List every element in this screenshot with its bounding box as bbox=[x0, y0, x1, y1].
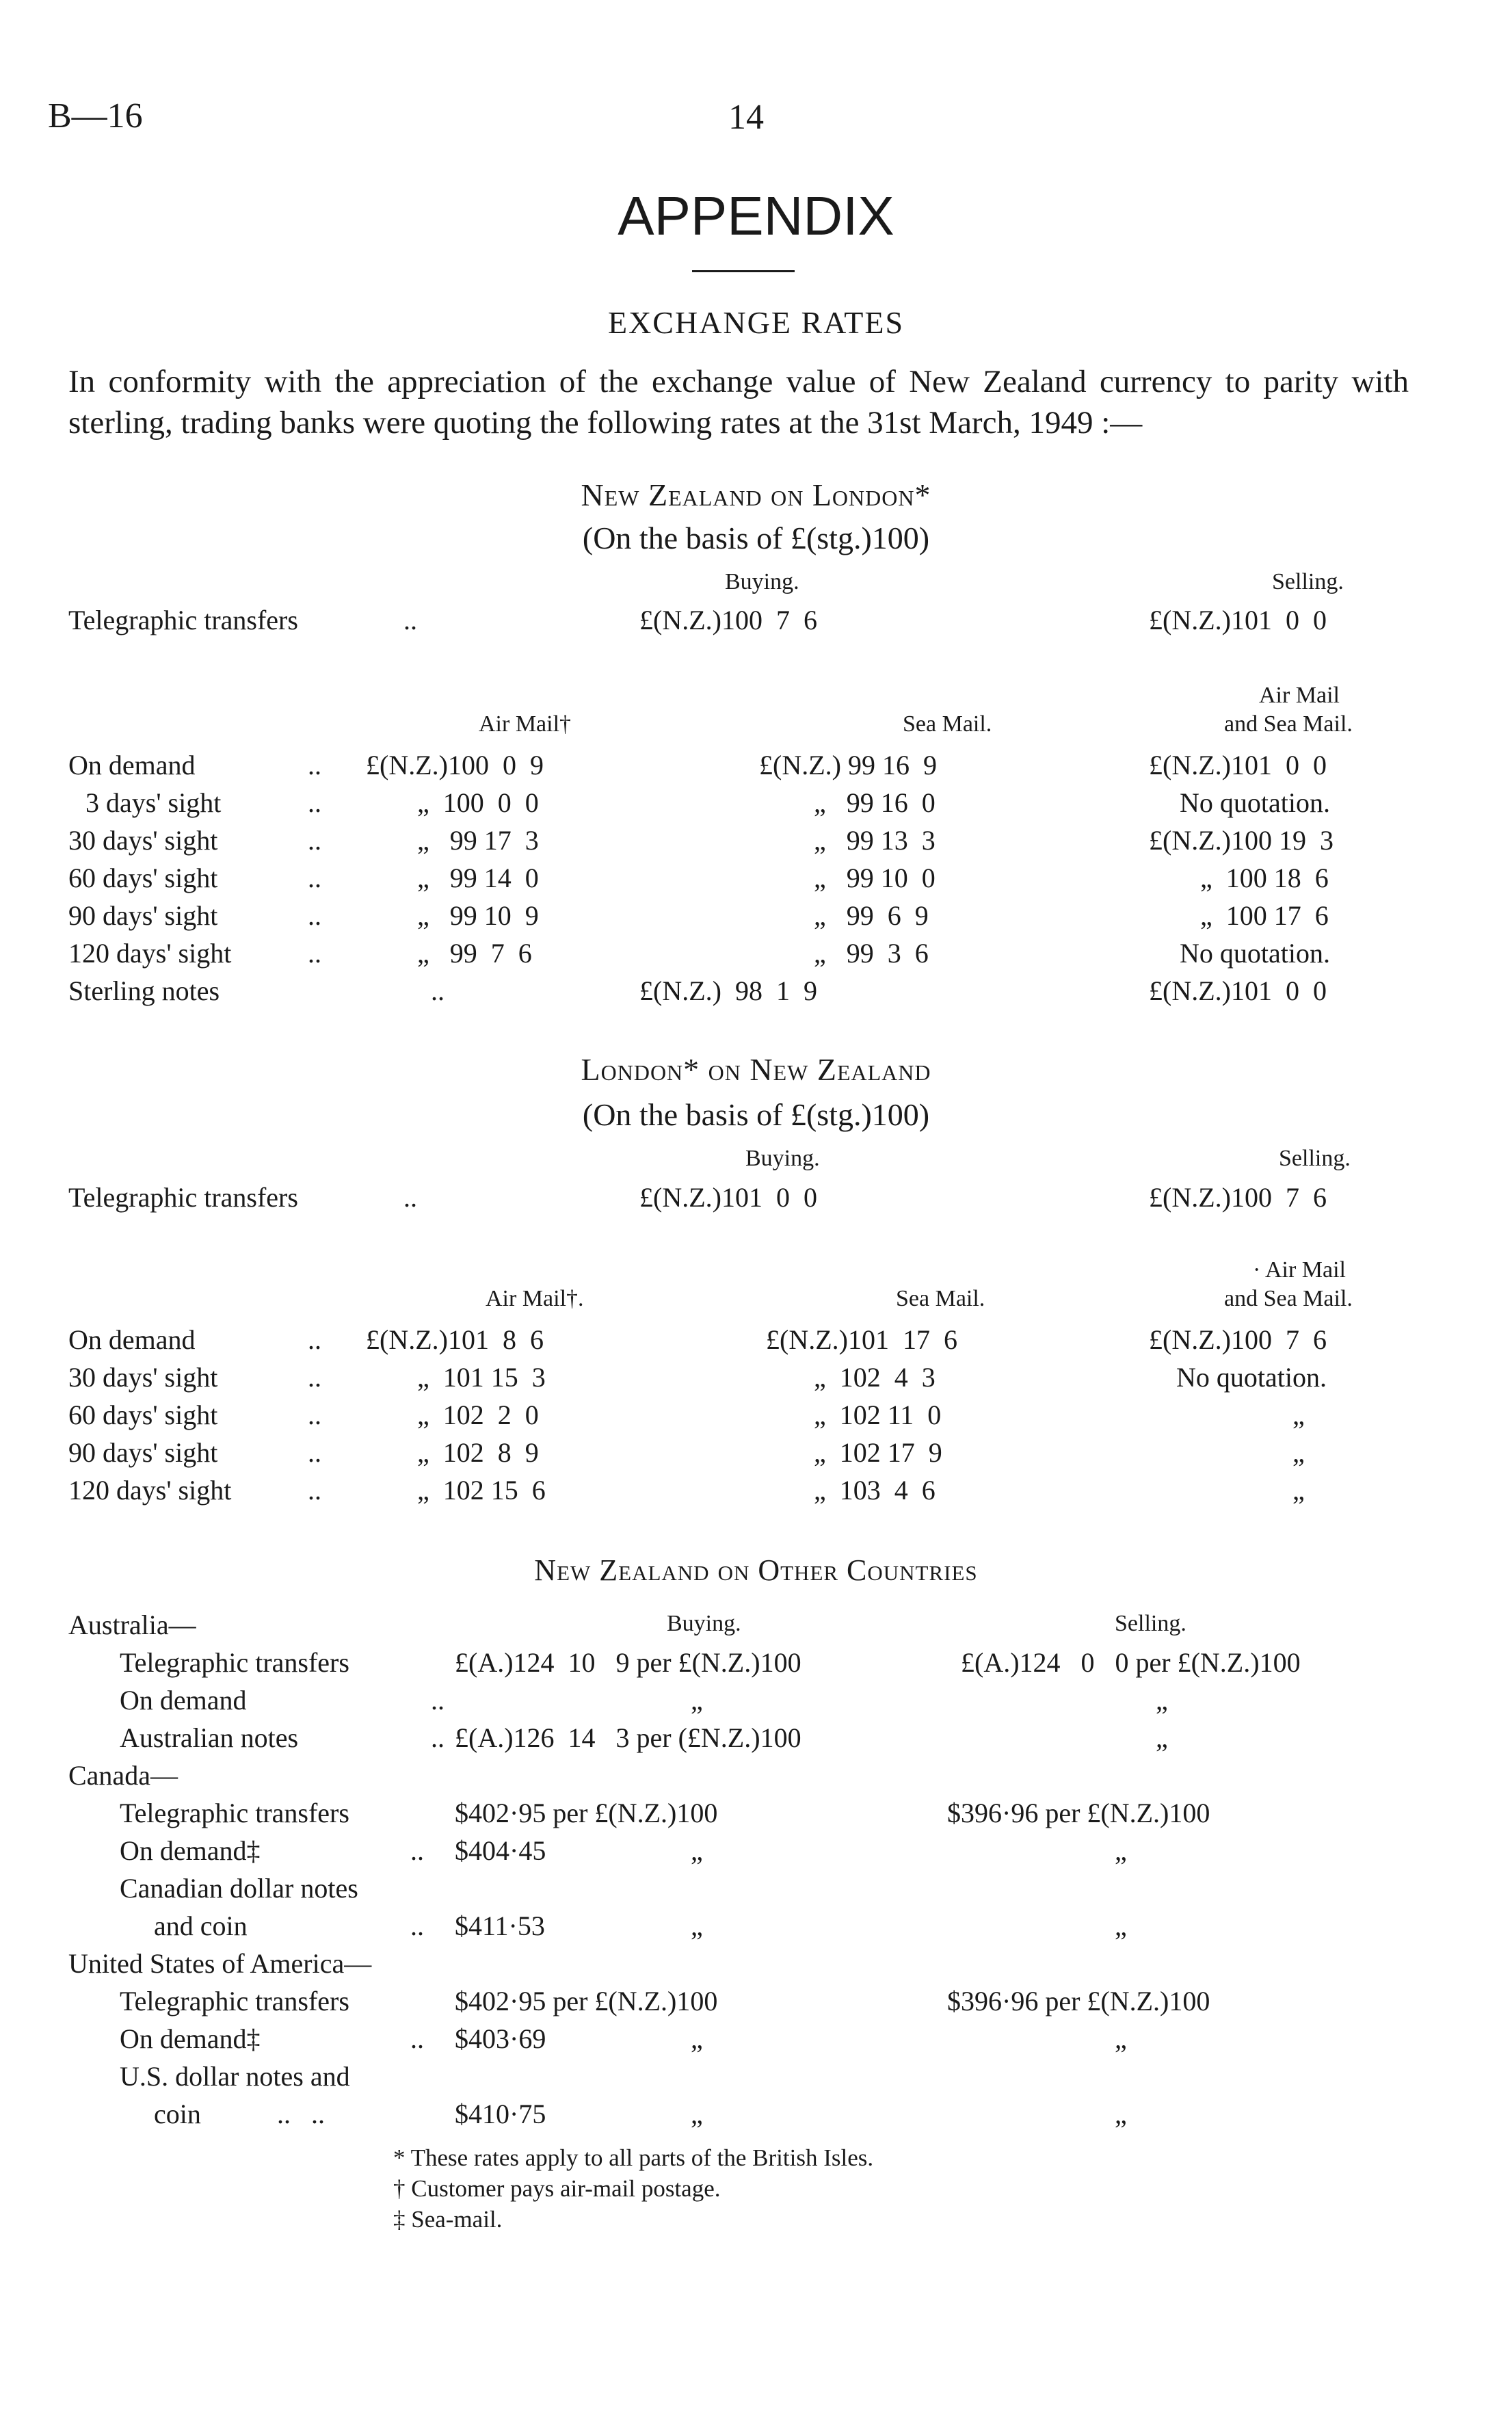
nz-on-london-basis: (On the basis of £(stg.)100) bbox=[582, 521, 930, 555]
australia-notes-label: Australian notes bbox=[120, 1722, 299, 1753]
footnote: ‡ Sea-mail. bbox=[393, 2206, 503, 2233]
sterling-notes-airsea: £(N.Z.)101 0 0 bbox=[1149, 975, 1327, 1006]
nz-on-london-buying-label: Buying. bbox=[725, 569, 799, 594]
table-row-label: 90 days' sight bbox=[68, 1437, 218, 1468]
table-row-airsea: No quotation. bbox=[1176, 1362, 1327, 1393]
canada-coin-selling: „ bbox=[1115, 1910, 1127, 1941]
table-row-sea: „ 99 16 0 bbox=[814, 787, 936, 818]
lnz-col-sea: Sea Mail. bbox=[896, 1286, 985, 1311]
australia-demand-dots: .. bbox=[431, 1685, 445, 1716]
australia-demand-label: On demand bbox=[120, 1685, 247, 1716]
lnz-tt-label: Telegraphic transfers bbox=[68, 1182, 298, 1213]
table-row-airsea: „ bbox=[1292, 1437, 1305, 1468]
table-row-label: 60 days' sight bbox=[68, 1399, 218, 1430]
table-row-airsea: „ bbox=[1292, 1475, 1305, 1506]
table-row-dots: .. bbox=[308, 750, 321, 780]
page-title: APPENDIX bbox=[618, 185, 894, 246]
london-on-nz-selling-label: Selling. bbox=[1279, 1146, 1351, 1171]
table-row-air: „ 102 15 6 bbox=[417, 1475, 546, 1506]
london-on-nz-buying-label: Buying. bbox=[745, 1146, 820, 1171]
table-row-dots: .. bbox=[308, 1399, 321, 1430]
table-row-dots: .. bbox=[308, 863, 321, 893]
table-row-sea: £(N.Z.)101 17 6 bbox=[766, 1324, 957, 1355]
table-row-dots: .. bbox=[308, 1324, 321, 1355]
table-row-air: „ 99 10 9 bbox=[417, 900, 539, 931]
australia-label: Australia— bbox=[68, 1609, 196, 1640]
canada-tt-buying: $402·95 per £(N.Z.)100 bbox=[455, 1798, 718, 1828]
table-row-airsea: „ bbox=[1292, 1399, 1305, 1430]
table-row-airsea: £(N.Z.)100 19 3 bbox=[1149, 825, 1334, 856]
section-title: EXCHANGE RATES bbox=[607, 305, 905, 340]
usa-demand-label: On demand‡ bbox=[120, 2023, 261, 2054]
london-on-nz-heading: London* on New Zealand bbox=[581, 1052, 931, 1087]
table-row-dots: .. bbox=[308, 1362, 321, 1393]
australia-demand-buying: „ bbox=[691, 1685, 703, 1716]
table-row-sea: „ 99 13 3 bbox=[814, 825, 936, 856]
table-row-dots: .. bbox=[308, 787, 321, 818]
canada-coin-buying: $411·53 bbox=[455, 1910, 545, 1941]
table-row-airsea: £(N.Z.)101 0 0 bbox=[1149, 750, 1327, 780]
canada-demand-dots: .. bbox=[410, 1835, 424, 1866]
australia-tt-label: Telegraphic transfers bbox=[120, 1647, 349, 1678]
usa-coin-label: coin bbox=[154, 2099, 201, 2129]
nzl-tt-label: Telegraphic transfers bbox=[68, 605, 298, 635]
title-divider bbox=[692, 270, 795, 272]
table-row-air: „ 102 8 9 bbox=[417, 1437, 539, 1468]
canada-demand-selling: „ bbox=[1115, 1835, 1127, 1866]
table-row-dots: .. bbox=[308, 825, 321, 856]
canada-coin-dots: .. bbox=[410, 1910, 424, 1941]
table-row-air: „ 99 17 3 bbox=[417, 825, 539, 856]
usa-tt-buying: $402·95 per £(N.Z.)100 bbox=[455, 1986, 718, 2016]
canada-demand-buying: $404·45 bbox=[455, 1835, 546, 1866]
table-row-label: 90 days' sight bbox=[68, 900, 218, 931]
page-number: 14 bbox=[728, 98, 764, 137]
lnz-tt-dots: .. bbox=[403, 1182, 417, 1213]
table-row-airsea: No quotation. bbox=[1180, 938, 1330, 969]
table-row-label: On demand bbox=[68, 1324, 196, 1355]
australia-notes-buying: £(A.)126 14 3 per (£N.Z.)100 bbox=[455, 1722, 801, 1753]
usa-label: United States of America— bbox=[68, 1948, 372, 1979]
usa-demand-selling: „ bbox=[1115, 2023, 1127, 2054]
table-row-airsea: „ 100 17 6 bbox=[1200, 900, 1329, 931]
lnz-col-airsea-1: · Air Mail bbox=[1253, 1257, 1346, 1283]
table-row-sea: „ 102 11 0 bbox=[814, 1399, 942, 1430]
table-row-dots: .. bbox=[308, 938, 321, 969]
table-row-sea: „ 103 4 6 bbox=[814, 1475, 936, 1506]
nz-on-london-heading: New Zealand on London* bbox=[581, 477, 931, 512]
table-row-dots: .. bbox=[308, 1437, 321, 1468]
canada-demand-label: On demand‡ bbox=[120, 1835, 261, 1866]
table-row-label: 3 days' sight bbox=[85, 787, 222, 818]
canada-notes-label: Canadian dollar notes bbox=[120, 1873, 358, 1904]
other-selling-label: Selling. bbox=[1115, 1611, 1186, 1636]
table-row-airsea: „ 100 18 6 bbox=[1200, 863, 1329, 893]
nzl-col-air: Air Mail† bbox=[479, 711, 572, 737]
nzl-tt-dots: .. bbox=[403, 605, 417, 635]
usa-coin-selling: „ bbox=[1115, 2099, 1127, 2129]
canada-coin-label: and coin bbox=[154, 1910, 248, 1941]
australia-demand-selling: „ bbox=[1156, 1685, 1168, 1716]
usa-demand-ditto: „ bbox=[691, 2023, 703, 2054]
table-row-dots: .. bbox=[308, 900, 321, 931]
table-row-sea: „ 99 6 9 bbox=[814, 900, 929, 931]
canada-coin-ditto: „ bbox=[691, 1910, 703, 1941]
table-row-label: 120 days' sight bbox=[68, 1475, 232, 1506]
canada-tt-label: Telegraphic transfers bbox=[120, 1798, 349, 1828]
table-row-airsea: No quotation. bbox=[1180, 787, 1330, 818]
nz-on-other-heading: New Zealand on Other Countries bbox=[534, 1553, 978, 1587]
table-row-air: £(N.Z.)100 0 9 bbox=[366, 750, 544, 780]
table-row-label: 30 days' sight bbox=[68, 825, 218, 856]
table-row-sea: £(N.Z.) 99 16 9 bbox=[759, 750, 937, 780]
usa-coin-buying: $410·75 bbox=[455, 2099, 546, 2129]
london-on-nz-basis: (On the basis of £(stg.)100) bbox=[582, 1097, 930, 1132]
table-row-airsea: £(N.Z.)100 7 6 bbox=[1149, 1324, 1327, 1355]
usa-notes-label: U.S. dollar notes and bbox=[120, 2061, 350, 2092]
sterling-notes-label: Sterling notes bbox=[68, 975, 220, 1006]
table-row-label: 120 days' sight bbox=[68, 938, 232, 969]
table-row-label: 60 days' sight bbox=[68, 863, 218, 893]
canada-tt-selling: $396·96 per £(N.Z.)100 bbox=[947, 1798, 1210, 1828]
table-row-air: £(N.Z.)101 8 6 bbox=[366, 1324, 544, 1355]
lnz-tt-buying: £(N.Z.)101 0 0 bbox=[639, 1182, 817, 1213]
page-ref: B—16 bbox=[48, 96, 143, 135]
sterling-notes-dots: .. bbox=[431, 975, 445, 1006]
nzl-col-airsea-2: and Sea Mail. bbox=[1224, 711, 1353, 737]
footnote: * These rates apply to all parts of the British Isles. bbox=[393, 2144, 874, 2171]
table-row-sea: „ 99 3 6 bbox=[814, 938, 929, 969]
usa-coin-dots: .. .. bbox=[277, 2099, 325, 2129]
usa-coin-ditto: „ bbox=[691, 2099, 703, 2129]
table-row-sea: „ 102 17 9 bbox=[814, 1437, 942, 1468]
nzl-tt-selling: £(N.Z.)101 0 0 bbox=[1149, 605, 1327, 635]
usa-demand-dots: .. bbox=[410, 2023, 424, 2054]
table-row-air: „ 99 14 0 bbox=[417, 863, 539, 893]
table-row-dots: .. bbox=[308, 1475, 321, 1506]
table-row-sea: „ 102 4 3 bbox=[814, 1362, 936, 1393]
table-row-sea: „ 99 10 0 bbox=[814, 863, 936, 893]
table-row-air: „ 102 2 0 bbox=[417, 1399, 539, 1430]
table-row-air: „ 101 15 3 bbox=[417, 1362, 546, 1393]
lnz-col-airsea-2: and Sea Mail. bbox=[1224, 1286, 1353, 1311]
table-row-air: „ 100 0 0 bbox=[417, 787, 539, 818]
australia-tt-selling: £(A.)124 0 0 per £(N.Z.)100 bbox=[961, 1647, 1301, 1678]
usa-demand-buying: $403·69 bbox=[455, 2023, 546, 2054]
canada-label: Canada— bbox=[68, 1760, 178, 1791]
nzl-tt-buying: £(N.Z.)100 7 6 bbox=[639, 605, 817, 635]
nz-on-london-selling-label: Selling. bbox=[1272, 569, 1344, 594]
table-row-label: 30 days' sight bbox=[68, 1362, 218, 1393]
australia-notes-selling: „ bbox=[1156, 1722, 1168, 1753]
nzl-col-sea: Sea Mail. bbox=[903, 711, 992, 737]
usa-tt-label: Telegraphic transfers bbox=[120, 1986, 349, 2016]
table-row-air: „ 99 7 6 bbox=[417, 938, 532, 969]
table-row-label: On demand bbox=[68, 750, 196, 780]
footnote: † Customer pays air-mail postage. bbox=[393, 2175, 721, 2202]
other-buying-label: Buying. bbox=[667, 1611, 741, 1636]
lnz-col-air: Air Mail†. bbox=[486, 1286, 584, 1311]
sterling-notes-value: £(N.Z.) 98 1 9 bbox=[639, 975, 817, 1006]
lnz-tt-selling: £(N.Z.)100 7 6 bbox=[1149, 1182, 1327, 1213]
intro-paragraph: In conformity with the appreciation of the exchange value of New Zealand currency to parity with sterling, trading banks were quoting the following rates at the 31st March, 1949 :— bbox=[68, 364, 1409, 441]
canada-demand-ditto: „ bbox=[691, 1835, 703, 1866]
nzl-col-airsea-1: Air Mail bbox=[1258, 683, 1340, 708]
usa-tt-selling: $396·96 per £(N.Z.)100 bbox=[947, 1986, 1210, 2016]
australia-tt-buying: £(A.)124 10 9 per £(N.Z.)100 bbox=[455, 1647, 801, 1678]
australia-notes-dots: .. bbox=[431, 1722, 445, 1753]
